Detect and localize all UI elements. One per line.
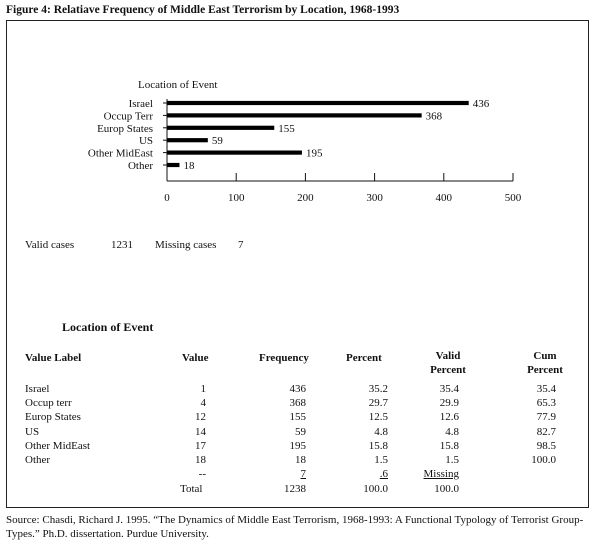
header-valid-percent bbox=[420, 349, 476, 377]
header-percent: Percent bbox=[346, 352, 382, 364]
category-label-4: Other MidEast bbox=[87, 147, 153, 160]
row-5-cum: 100.0 bbox=[531, 454, 556, 466]
bar-value-label-3: 59 bbox=[211, 135, 223, 148]
row-3-valid: 4.8 bbox=[445, 425, 459, 438]
missing-row-percent: .6 bbox=[379, 468, 388, 480]
row-4-frequency: 195 bbox=[289, 439, 306, 452]
table-title: Location of Event bbox=[62, 320, 154, 334]
row-1-label: Occup terr bbox=[25, 397, 72, 410]
category-label-0: Israel bbox=[128, 98, 153, 110]
row-1-valid: 29.9 bbox=[439, 397, 459, 410]
row-2-cum: 77.9 bbox=[536, 411, 556, 424]
row-1-frequency: 368 bbox=[289, 397, 306, 410]
row-4-percent: 15.8 bbox=[368, 439, 388, 452]
row-0-cum: 35.4 bbox=[536, 383, 556, 395]
row-5-valid: 1.5 bbox=[445, 454, 459, 466]
bar-chart bbox=[0, 0, 600, 230]
header-valid-line2: Percent bbox=[430, 364, 466, 376]
missing-cases-label: Missing cases bbox=[155, 239, 217, 251]
total-row-label: Total bbox=[180, 483, 203, 495]
x-tick-label-5: 500 bbox=[504, 192, 522, 204]
header-cum-line1: Cum bbox=[533, 350, 557, 362]
row-5-percent: 1.5 bbox=[374, 454, 388, 466]
row-0-value: 1 bbox=[200, 383, 206, 395]
x-tick-label-0: 0 bbox=[164, 192, 170, 204]
header-valid-line1: Valid bbox=[435, 350, 461, 362]
header-frequency: Frequency bbox=[259, 352, 309, 364]
row-1-cum: 65.3 bbox=[536, 397, 556, 410]
row-2-percent: 12.5 bbox=[368, 411, 388, 424]
row-1-value: 4 bbox=[200, 397, 206, 410]
figure-title: Figure 4: Relatiave Frequency of Middle East Terrorism by Location, 1968-1993 bbox=[6, 4, 400, 16]
total-row-frequency: 1238 bbox=[284, 483, 306, 495]
header-cum-percent bbox=[516, 349, 574, 377]
bar-1 bbox=[167, 113, 422, 117]
category-label-5: Other bbox=[127, 160, 153, 172]
row-3-cum: 82.7 bbox=[536, 425, 556, 438]
valid-cases-value: 1231 bbox=[111, 239, 133, 251]
row-3-percent: 4.8 bbox=[374, 425, 388, 438]
bar-3 bbox=[167, 138, 208, 142]
row-0-label: Israel bbox=[25, 383, 50, 395]
row-2-frequency: 155 bbox=[289, 411, 306, 424]
x-tick-label-2: 200 bbox=[297, 192, 314, 204]
valid-cases-label: Valid cases bbox=[25, 239, 75, 251]
row-0-percent: 35.2 bbox=[368, 383, 388, 395]
row-2-valid: 12.6 bbox=[439, 411, 459, 424]
row-3-value: 14 bbox=[195, 425, 206, 438]
row-4-label: Other MidEast bbox=[25, 439, 91, 452]
missing-row-frequency: 7 bbox=[300, 468, 306, 480]
row-3-frequency: 59 bbox=[295, 425, 306, 438]
category-label-3: US bbox=[138, 135, 153, 148]
missing-row-value: -- bbox=[198, 468, 206, 480]
chart-title: Location of Event bbox=[138, 79, 218, 91]
x-tick-label-1: 100 bbox=[227, 192, 245, 204]
row-5-value: 18 bbox=[195, 454, 206, 466]
total-row-percent: 100.0 bbox=[363, 483, 388, 495]
source-citation: Source: Chasdi, Richard J. 1995. “The Dynamics of Middle East Terrorism, 1968-1993: A Functional Typology of Terrorist Group-Types.” Ph.D. dissertation. Purdue University. bbox=[6, 514, 584, 540]
row-0-frequency: 436 bbox=[289, 383, 306, 395]
bar-0 bbox=[167, 101, 469, 105]
bar-value-label-5: 18 bbox=[183, 160, 195, 172]
row-4-valid: 15.8 bbox=[439, 439, 459, 452]
category-label-2: Europ States bbox=[97, 122, 153, 135]
row-2-label: Europ States bbox=[25, 411, 81, 424]
x-tick-label-3: 300 bbox=[366, 192, 383, 204]
bar-2 bbox=[167, 126, 274, 130]
missing-row-valid: Missing bbox=[423, 468, 459, 480]
header-cum-line2: Percent bbox=[527, 364, 563, 376]
bar-value-label-1: 368 bbox=[425, 110, 443, 123]
category-label-1: Occup Terr bbox=[103, 110, 153, 123]
bar-5 bbox=[167, 163, 179, 167]
row-2-value: 12 bbox=[195, 411, 206, 424]
row-4-cum: 98.5 bbox=[536, 439, 556, 452]
missing-cases-value: 7 bbox=[238, 239, 244, 251]
header-value-label: Value Label bbox=[25, 352, 82, 364]
bar-value-label-0: 436 bbox=[472, 98, 490, 110]
bar-4 bbox=[167, 151, 302, 155]
row-0-valid: 35.4 bbox=[439, 383, 459, 395]
x-tick-label-4: 400 bbox=[435, 192, 453, 204]
header-value: Value bbox=[182, 352, 209, 364]
row-3-label: US bbox=[25, 425, 40, 438]
bar-value-label-2: 155 bbox=[278, 122, 295, 135]
bar-value-label-4: 195 bbox=[305, 147, 323, 160]
row-1-percent: 29.7 bbox=[368, 397, 388, 410]
row-5-label: Other bbox=[25, 454, 51, 466]
row-5-frequency: 18 bbox=[295, 454, 306, 466]
total-row-valid: 100.0 bbox=[434, 483, 459, 495]
row-4-value: 17 bbox=[195, 439, 206, 452]
